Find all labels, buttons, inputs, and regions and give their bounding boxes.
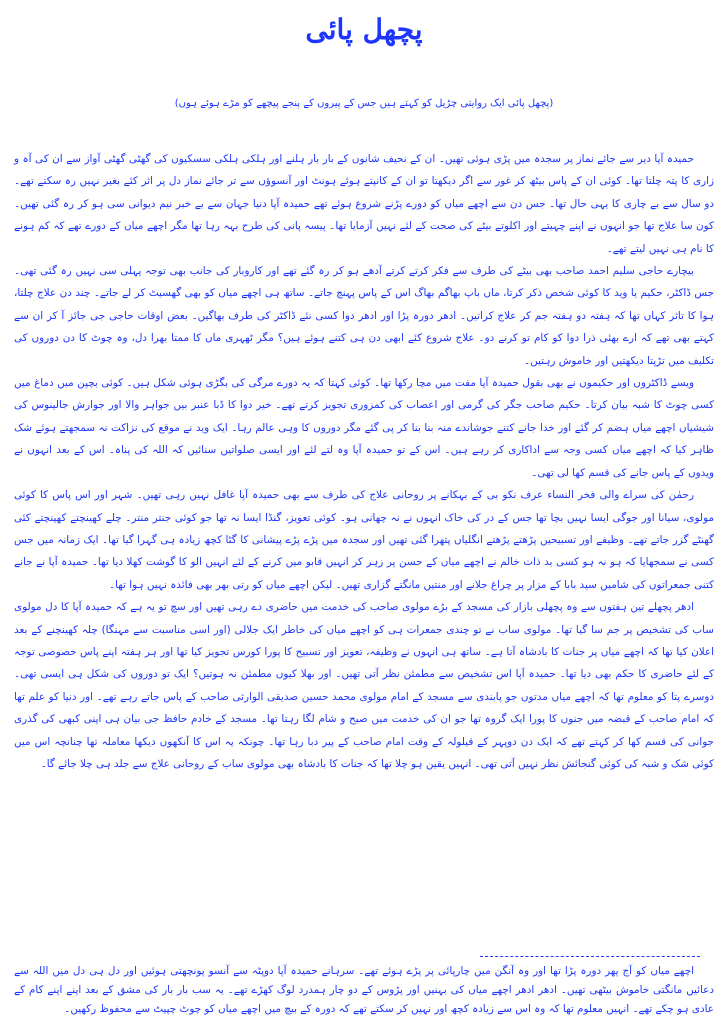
body-paragraph: بیچارے حاجی سلیم احمد صاحب بھی بیٹے کی طرف سے فکر کرتے کرتے آدھے ہو کر رہ گئے تھے اور کاروبار کی جانب بھی توجہ پہلی سی نہیں رہ گئی تھی۔ جس ڈاکٹر، حکیم یا وید کا کوئی شخص ذکر کرتا، ماں باپ بھاگم بھاگ اس کے پاس پہنچ جاتے۔ ساتھ ہی اچھے میاں کو بھی گھسیٹ کر لے جاتے۔ چند دن علاج چلتا، ہوا کا تاثر کہاں تھا کہ ہفتہ دو ہفتہ جم کر علاج کراتیں۔ ادھر دورہ پڑا اور ادھر دوا کسی نئے ڈاکٹر کی طرف بھاگیں۔ بعض اوقات حاجی جی جائز آ کر ان سے کہتے بھی تھے کہ ارے بھئی ذرا دوا کو کام تو کرنے دو۔ علاج شروع کئے ابھی دن ہی کتنے ہوئے ہیں؟ مگر ٹھہری ماں کا ممتا بھرا دل، وہ چوٹ کا دن دوروں کی تکلیف میں تڑپتا دیکھتیں اور خاموش رہتیں۔	[14, 265, 714, 367]
document-title: پچھل پائی	[305, 13, 423, 46]
body-paragraph: ویسے ڈاکٹروں اور حکیموں نے بھی بقول حمیدہ آپا مفت میں مچا رکھا تھا۔ کوئی کہتا کہ یہ دورے مرگی کی بگڑی ہوئی شکل ہیں۔ کوئی بچپن میں دماغ میں کسی چوٹ کا شبہ بیان کرتا۔ حکیم صاحب جگر کی گرمی اور اعصاب کی کمزوری تجویز کرتے تھے۔ خیر دوا کا ڈبا عنبر بیں جواہر والا اور جوارش جالینوس کی شیشیاں اچھے میاں ہضم کر گئے اور خدا جانے کتنے جوشاندے منہ بنا بنا کر پی گئے مگر دوروں کا وہی عالم رہا۔ ایک وید نے موقع کی نزاکت نہ سمجھتے ہوئے شک ظاہر کیا کہ اچھے میاں کسی وجہ سے اداکاری کر رہے ہیں۔ اس کے تو حمیدہ آپا وہ لتے لئے اور ایسی صلواتیں سنائیں کہ اللہ کی پناہ۔ اس کے بعد انہوں نے ویدوں کے پاس جانے کی قسم کھا لی تھی۔	[14, 377, 714, 479]
body-paragraph: رحمٰن کی سراے والی فخر النساء عرف نکو بی کے بہکانے پر روحانی علاج کی طرف سے بھی حمیدہ آپا غافل نہیں رہی تھیں۔ شہر اور اس پاس کا کوئی مولوی، سیانا اور جوگی ایسا نہیں بچا تھا جس کے در کی خاک انہوں نے نہ چھانی ہو۔ کوئی تعویز، گنڈا ایسا نہ تھا جو کوئی جنتر منتر۔ چلے کھینچتے کھینچتے کئی گھنٹے گزر جاتے تھے۔ وظیفے اور تسبیحیں پڑھتے پڑھتے انگلیاں پتھرا گئی تھیں اور سجدہ میں پڑے پڑے پیشانی کا گٹا کچھ زیادہ ہی گہرا گیا تھا۔ ایک زمانہ میں جس کسی نے سمجھایا کہ ہو نہ ہو کسی بد ذات خالم نے اچھے میاں کے حسن پر زہر کر انہیں قابو میں کرنے کے لئے انہیں الو کا گوشت کھلا دیا تھا۔ حمیدہ آپا نے جانے کتنی جمعراتوں کی شامیں سید بابا کے مزار پر چراغ جلانے اور منتیں مانگتے گزاری تھیں۔ لیکن اچھے میاں کو رتی بھر بھی فائدہ نہیں ہوا تھا۔	[14, 489, 714, 591]
document-subtitle: (پچھل پائی ایک روایتی چڑیل کو کہتے ہیں جس کے پیروں کے پنجے پیچھے کو مڑے ہوئے ہوں)	[174, 98, 554, 109]
document-closing	[14, 962, 714, 1019]
closing-paragraph: اچھے میاں کو آج پھر دورہ پڑا تھا اور وہ آنگن میں چارپائی پر پڑے ہوئے تھے۔ سرہانے حمیدہ آپا دوپٹہ سے آنسو پونچھتی ہوئیں اور دل ہی دل میں اللہ سے دعائیں مانگتی خاموش بیٹھی تھیں۔ ادھر ادھر اچھے میاں کی بہنیں اور پڑوس کے دو چار ہمدرد لوگ کھڑے تھے۔ یہ سب بار بار کی مشق کے بعد اپنے اپنے کام کے عادی ہو چکے تھے۔ انہیں معلوم تھا کہ وہ اس سے زیادہ کچھ اور نہیں کر سکتے تھے کہ دورہ کے بیچ میں اچھے میاں کو چوٹ چپیٹ سے محفوظ رکھیں۔	[14, 965, 714, 1015]
section-divider	[480, 956, 700, 957]
body-paragraph: ادھر پچھلے تین ہفتوں سے وہ پچھلی بازار کی مسجد کے بڑے مولوی صاحب کی خدمت میں حاضری دے رہی تھیں اور سچ تو یہ ہے کہ حمیدہ آپا کا دل مولوی ساب کی تشخیص پر جم سا گیا تھا۔ مولوی ساب نے تو چندی جمعرات ہی کو اچھے میاں کی خاطر ایک جلالی (اور اسی مناسبت سے مہنگا) چلہ کھینچنے کے بعد اعلان کیا تھا کہ اچھے میاں پر جنات کا بادشاہ آتا ہے۔ ساتھ ہی انہوں نے وظیفہ، تعویز اور تسبیح کا پورا کورس تجویز کیا تھا اور ہر ہفتہ اپنے پاس خصوصی توجہ کے لئے حاضری کا حکم بھی دیا تھا۔ حمیدہ آپا اس تشخیص سے مطمئن نظر آتی تھیں۔ اور بھلا کیوں مطمئن نہ ہوتیں؟ ایک تو دوروں کی شکل ہی ایسی تھی۔ دوسرے پتا کو معلوم تھا کہ اچھے میاں مدتوں جو پابندی سے مسجد کے امام مولوی محمد حسین صدیقی الوارثی صاحب کے پاس جاتے رہے تھے۔ اور دنیا کو علم تھا کہ امام صاحب کے قبضہ میں جنوں کا پورا ایک گروہ تھا جو ان کی خدمت میں صبح و شام لگا رہتا تھا۔ مسجد کے خادم حافظ جی بیان ہی اپنی کبھی کی گذری جوانی کی قسم کھا کر کہتے تھے کہ ایک دن دوپہر کے قیلولہ کے وقت امام صاحب کے پیر دبا رہا تھا۔ چونکہ یہ اس کا آنکھوں دیکھا معاملہ تھا چنانچہ اس میں کوئی شک و شبہ کی کوئی گنجائش نظر نہیں آتی تھی۔ انہیں یقین ہو چلا تھا کہ جنات کا بادشاہ بھی مولوی ساب کے روحانی علاج سے جلد ہی چلا جائے گا۔	[14, 601, 714, 770]
document-body	[14, 148, 714, 775]
body-paragraph: حمیدہ آپا دیر سے جائے نماز پر سجدہ میں پڑی ہوئی تھیں۔ ان کے نحیف شانوں کے بار بار ہلنے اور ہلکی ہلکی سسکیوں کی گھٹی گھٹی آواز سے ان کی آہ و زاری کا پتہ چلتا تھا۔ کوئی ان کے پاس بیٹھ کر غور سے اگر دیکھتا تو ان کے کانپتے ہوئے ہونٹ اور آنسوؤں سے تر جائے نماز دل پر اثر کئے بغیر نہیں رہ سکتے تھے۔ دو سال سے بے چاری کا یہی حال تھا۔ جس دن سے اچھے میاں کو دورے پڑنے شروع ہوئے تھے حمیدہ آپا دنیا جہان سے بے خبر نیم دیوانی سی ہو کر رہ گئی تھیں۔ کون سا علاج تھا جو انہوں نے اپنے چہیتے اور اکلوتے بیٹے کی صحت کے لئے نہیں آزمایا تھا۔ پیسہ پانی کی طرح بہہ رہا تھا مگر اچھے میاں کے دورے تھے کہ کم ہونے کا نام ہی نہیں لیتے تھے۔	[14, 153, 714, 255]
